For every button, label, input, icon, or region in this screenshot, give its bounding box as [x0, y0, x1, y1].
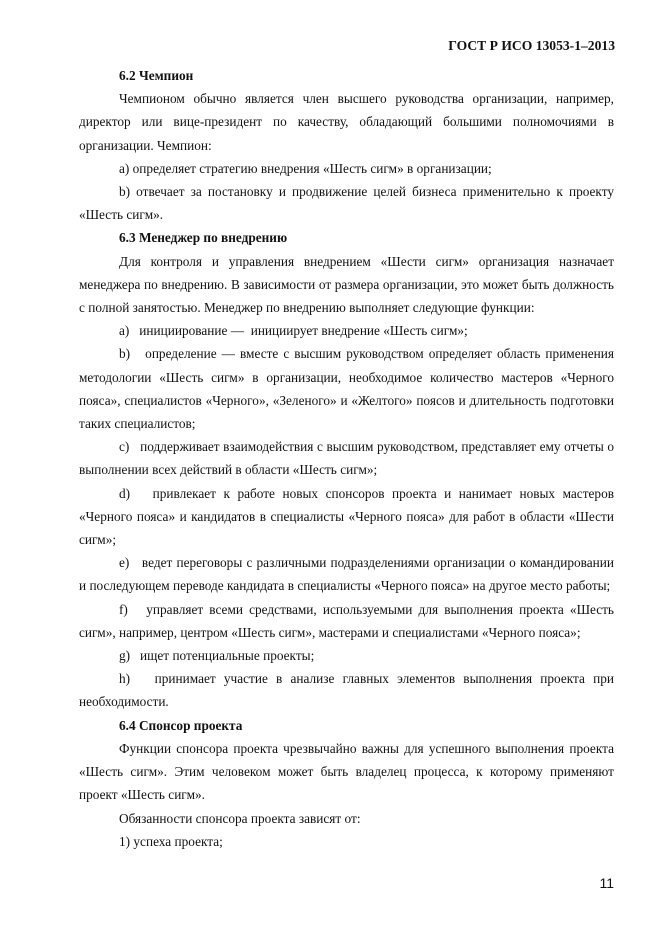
list-item: f) управляет всеми средствами, используемыми для выполнения проекта «Шесть сигм», например, центром «Шесть сигм», мастерами и специалистами «Черного пояса»; [79, 601, 614, 640]
list-item: d) привлекает к работе новых спонсоров проекта и нанимает новых мастеров «Черного пояса» и кандидатов в специалисты «Черного пояса» для работ в области «Шести сигм»; [79, 485, 614, 548]
list-item: b) отвечает за постановку и продвижение целей бизнеса применительно к проекту «Шесть сигм». [79, 184, 614, 223]
list-item: c) поддерживает взаимодействия с высшим руководством, представляет ему отчеты о выполнении всех действий в области «Шесть сигм»; [79, 439, 614, 478]
paragraph: Функции спонсора проекта чрезвычайно важны для успешного выполнения проекта «Шесть сигм». Этим человеком может быть владелец процесса, к которому применяют проект «Шесть сигм». [79, 740, 614, 803]
list-item: e) ведет переговоры с различными подразделениями организации о командировании и последующем переводе кандидата в специалисты «Черного пояса» на другое место работы; [79, 555, 614, 594]
list-item: a) инициирование — инициирует внедрение «Шесть сигм»; [119, 323, 468, 339]
page-body [79, 64, 614, 853]
page-number: 11 [599, 875, 614, 891]
paragraph: Чемпионом обычно является член высшего руководства организации, например, директор или вице-президент по качеству, обладающий большими полномочиями в организации. Чемпион: [79, 91, 614, 153]
list-item: g) ищет потенциальные проекты; [119, 648, 315, 664]
section-heading-champion: 6.2 Чемпион [119, 68, 194, 83]
paragraph: Обязанности спонсора проекта зависят от: [119, 810, 361, 826]
list-item: 1) успеха проекта; [119, 833, 223, 849]
document-code-header: ГОСТ Р ИСО 13053-1–2013 [448, 38, 615, 53]
section-heading-project-sponsor: 6.4 Спонсор проекта [119, 717, 243, 733]
section-heading-implementation-manager: 6.3 Менеджер по внедрению [119, 230, 288, 246]
list-item: b) определение — вместе с высшим руководством определяет область применения методологии «Шесть сигм» в организации, необходимое количество мастеров «Черного пояса», специалистов «Черного», «Зеленого» и «Желтого» поясов и длительность подготовки таких специалистов; [79, 346, 614, 432]
paragraph: Для контроля и управления внедрением «Шести сигм» организация назначает менеджера по внедрению. В зависимости от размера организации, это может быть должность с полной занятостью. Менеджер по внедрению выполняет следующие функции: [79, 253, 614, 316]
list-item: а) определяет стратегию внедрения «Шесть сигм» в организации; [119, 160, 492, 176]
list-item: h) принимает участие в анализе главных элементов выполнения проекта при необходимости. [79, 671, 614, 710]
